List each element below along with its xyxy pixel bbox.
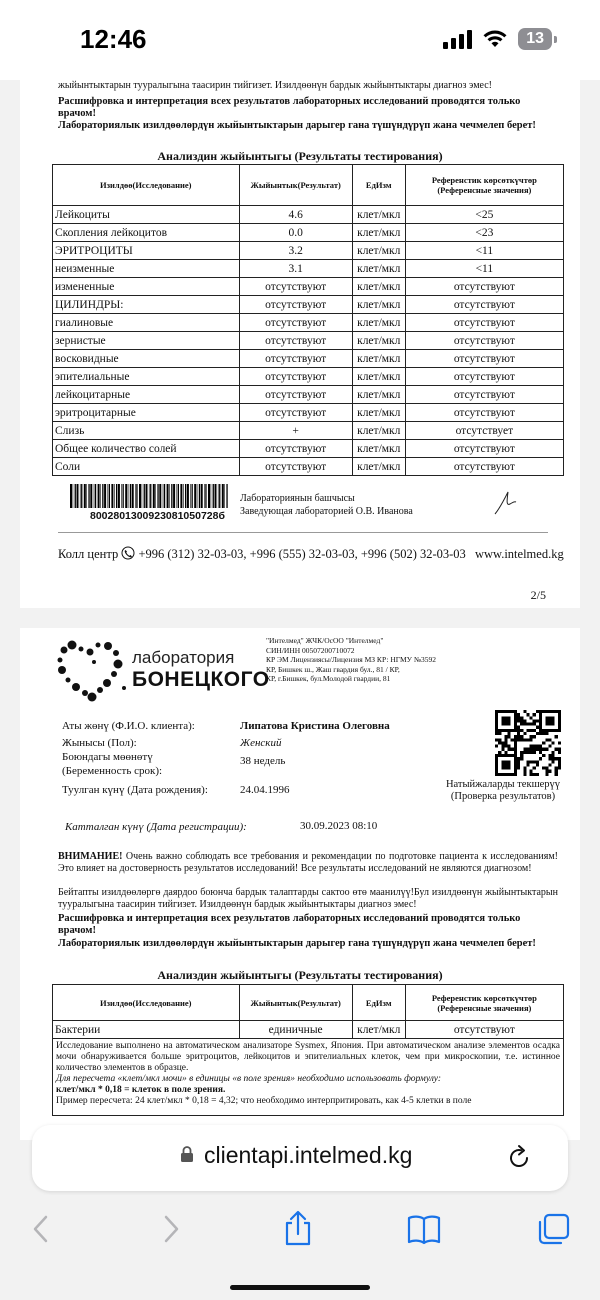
- cell-unit: клет/мкл: [352, 368, 405, 386]
- results-table: [52, 164, 564, 476]
- header-result: Жыйынтык(Результат): [239, 985, 352, 1021]
- company-info-line: "Интелмед" ЖЧК/ОсОО "Интелмед": [266, 636, 384, 645]
- table-row: [53, 296, 564, 314]
- cell-test: Лейкоциты: [53, 206, 240, 224]
- attention-text: Очень важно соблюдать все требования и рекомендации по подготовке пациента к исследованиям! Это влияет на достоверность результатов исследований! Все результаты исследований не являются диагнозом!: [58, 851, 558, 874]
- lab-head-ky: Лабораториянын башчысы: [240, 493, 355, 504]
- table-row: [53, 332, 564, 350]
- results-table-2: [52, 984, 564, 1116]
- website-link[interactable]: www.intelmed.kg: [474, 547, 564, 561]
- label-birth: Туулган күнү (Дата рождения):: [62, 784, 208, 796]
- cell-reference: отсутствуют: [405, 368, 563, 386]
- cell-unit: клет/мкл: [352, 440, 405, 458]
- patient-labels: [62, 720, 222, 798]
- table-row: [53, 206, 564, 224]
- header-reference: Референстик көрсөткүчтөр (Референсные значения): [405, 985, 563, 1021]
- cell-reference: <11: [405, 242, 563, 260]
- attention-block: [58, 851, 558, 874]
- cell-test: измененные: [53, 278, 240, 296]
- reg-value: 30.09.2023 08:10: [300, 820, 378, 832]
- header-unit: ЕдИзм: [352, 985, 405, 1021]
- table-row: [53, 458, 564, 476]
- cell-unit: клет/мкл: [352, 278, 405, 296]
- status-icons: [443, 28, 552, 50]
- call-center-label: Колл центр: [58, 547, 119, 561]
- patient-values: [240, 720, 390, 798]
- cell-test: восковидные: [53, 350, 240, 368]
- document-page-3: [20, 628, 580, 1140]
- cell-unit: клет/мкл: [352, 1021, 405, 1039]
- company-info-line: КР, Бишкек ш., Жаш гвардия бул., 81 / КР,: [266, 664, 400, 674]
- forward-icon[interactable]: [150, 1209, 190, 1249]
- top-line: жыйынтыктарын тууралыгына таасирин тийгизет. Изилдөөнүн бардык жыйынтыктары диагноз эмес!: [58, 80, 492, 91]
- value-birth: 24.04.1996: [240, 784, 290, 796]
- cell-result: +: [239, 422, 352, 440]
- qr-caption: Натыйжаларды текшерүү (Проверка результатов): [445, 779, 561, 802]
- label-pregnancy: Боюндагы мөөнөтү (Беременность срок):: [62, 751, 163, 777]
- lab-logo-text: [132, 648, 270, 692]
- cell-test: Бактерии: [53, 1021, 240, 1039]
- barcode-image: [70, 484, 230, 508]
- cell-unit: клет/мкл: [352, 260, 405, 278]
- logo-line1: лаборатория: [132, 648, 235, 667]
- cell-test: Общее количество солей: [53, 440, 240, 458]
- table-row: [53, 404, 564, 422]
- table-row: [53, 224, 564, 242]
- table-row: [53, 242, 564, 260]
- note-cell: [53, 1039, 564, 1116]
- cell-reference: отсутствует: [405, 422, 563, 440]
- company-info-line: КР, г.Бишкек, бул.Молодой гвардии, 81: [266, 674, 391, 683]
- attention-ky: Бейтапты изилдөөлөргө даярдоо боюнча бардык талаптарды сактоо өтө маанилүү!Бул изилдөөнүн жыйынтыктарын тууралыгына таасирин тийгизет. Изилдөөнүн бардык жыйынтыктары диагноз эмес!: [58, 887, 558, 910]
- cell-unit: клет/мкл: [352, 206, 405, 224]
- cell-unit: клет/мкл: [352, 386, 405, 404]
- wifi-icon: [482, 29, 508, 49]
- table-row: [53, 368, 564, 386]
- note-example: Пример пересчета: 24 клет/мкл * 0,18 = 4,32; что необходимо интерпритировать, как 4-5 клетки в поле: [56, 1096, 472, 1106]
- header-unit: ЕдИзм: [352, 165, 405, 206]
- table-note-row: [53, 1039, 564, 1116]
- reload-icon[interactable]: [507, 1143, 533, 1171]
- cell-unit: клет/мкл: [352, 404, 405, 422]
- table-row: [53, 260, 564, 278]
- divider: [58, 532, 548, 533]
- cell-test: ЭРИТРОЦИТЫ: [53, 242, 240, 260]
- back-icon[interactable]: [22, 1209, 62, 1249]
- cell-unit: клет/мкл: [352, 422, 405, 440]
- cell-unit: клет/мкл: [352, 332, 405, 350]
- phone-icon: [121, 546, 135, 560]
- reg-label: Катталган күнү (Дата регистрации):: [65, 821, 247, 833]
- signature-icon: [490, 488, 520, 518]
- cell-result: 0.0: [239, 224, 352, 242]
- cell-reference: <25: [405, 206, 563, 224]
- cell-reference: отсутствуют: [405, 350, 563, 368]
- tabs-icon[interactable]: [534, 1209, 574, 1249]
- cell-result: 3.1: [239, 260, 352, 278]
- label-sex: Жынысы (Пол):: [62, 737, 137, 749]
- company-info-line: КР ЭМ Лицензиясы/Лицензия МЗ КР: НГМУ №3592: [266, 655, 437, 664]
- call-center-phones: +996 (312) 32-03-03, +996 (555) 32-03-03, +996 (502) 32-03-03: [138, 547, 466, 561]
- table-row: [53, 440, 564, 458]
- cellular-signal-icon: [443, 29, 472, 49]
- call-center: [58, 546, 564, 562]
- cell-unit: клет/мкл: [352, 224, 405, 242]
- table-header-row: [53, 985, 564, 1021]
- cell-test: Соли: [53, 458, 240, 476]
- cell-test: гиалиновые: [53, 314, 240, 332]
- lab-head: [240, 492, 413, 518]
- note-conversion: Для пересчета «клет/мкл мочи» в единицы «в поле зрения» необходимо использовать формулу:: [56, 1074, 442, 1084]
- value-pregnancy: 38 недель: [240, 755, 286, 767]
- warning-ky: Лабораториялык изилдөөлөрдүн жыйынтыктарын дарыгер гана түшүндүрүп жана чечмелеп берет!: [58, 120, 536, 131]
- company-info: [266, 636, 436, 684]
- note-analyzer: Исследование выполнено на автоматическом анализаторе Sysmex, Япония. При автоматическом анализе элементов осадка мочи обнаруживается больше эритроцитов, лейкоцитов и эпителиальных клеток, чем при микроскопии, т.е. истинное количество элементов в образце.: [56, 1041, 560, 1073]
- cell-unit: клет/мкл: [352, 242, 405, 260]
- page-number: 2/5: [530, 588, 546, 602]
- cell-reference: отсутствуют: [405, 278, 563, 296]
- cell-result: отсутствуют: [239, 458, 352, 476]
- cell-reference: отсутствуют: [405, 296, 563, 314]
- cell-test: неизменные: [53, 260, 240, 278]
- bookmarks-icon[interactable]: [404, 1209, 444, 1249]
- status-time: 12:46: [80, 24, 147, 54]
- note-formula: клет/мкл * 0,18 = клеток в поле зрения.: [56, 1085, 226, 1095]
- table-row: [53, 386, 564, 404]
- cell-result: отсутствуют: [239, 350, 352, 368]
- results-title-2: Анализдин жыйынтыгы (Результаты тестирования): [157, 968, 443, 982]
- cell-result: отсутствуют: [239, 278, 352, 296]
- header-result: Жыйынтык(Результат): [239, 165, 352, 206]
- value-sex: Женский: [240, 737, 282, 749]
- cell-result: отсутствуют: [239, 368, 352, 386]
- lab-logo-icon: [54, 638, 130, 702]
- battery-icon: 13: [518, 28, 552, 50]
- table-header-row: [53, 165, 564, 206]
- cell-test: зернистые: [53, 332, 240, 350]
- barcode-number: 8002801300923081050728б: [90, 510, 225, 522]
- cell-reference: отсутствуют: [405, 458, 563, 476]
- url-text[interactable]: clientapi.intelmed.kg: [204, 1142, 413, 1168]
- share-icon[interactable]: [278, 1209, 318, 1249]
- lab-head-ru: Заведующая лабораторией О.В. Иванова: [240, 506, 413, 517]
- cell-unit: клет/мкл: [352, 350, 405, 368]
- cell-reference: отсутствуют: [405, 404, 563, 422]
- label-name: Аты жөнү (Ф.И.О. клиента):: [62, 720, 195, 732]
- cell-reference: <11: [405, 260, 563, 278]
- lock-icon: [180, 1145, 194, 1163]
- qr-code-icon[interactable]: [495, 710, 561, 776]
- cell-reference: отсутствуют: [405, 386, 563, 404]
- value-name: Липатова Кристина Олеговна: [240, 720, 390, 732]
- header-test: Изилдөө(Исследование): [53, 985, 240, 1021]
- cell-test: ЦИЛИНДРЫ:: [53, 296, 240, 314]
- cell-unit: клет/мкл: [352, 296, 405, 314]
- cell-result: отсутствуют: [239, 440, 352, 458]
- cell-result: 4.6: [239, 206, 352, 224]
- cell-test: лейкоцитарные: [53, 386, 240, 404]
- logo-line2: БОНЕЦКОГО: [132, 668, 270, 691]
- cell-result: отсутствуют: [239, 404, 352, 422]
- results-title: Анализдин жыйынтыгы (Результаты тестирования): [157, 149, 443, 163]
- cell-unit: клет/мкл: [352, 458, 405, 476]
- cell-result: отсутствуют: [239, 314, 352, 332]
- cell-test: эритроцитарные: [53, 404, 240, 422]
- home-indicator: [230, 1285, 370, 1290]
- cell-reference: отсутствуют: [405, 314, 563, 332]
- document-page-2: [20, 80, 580, 608]
- warning-ru-2: Расшифровка и интерпретация всех результатов лабораторных исследований проводятся только врачом!: [58, 913, 521, 936]
- warning-ky-2: Лабораториялык изилдөөлөрдүн жыйынтыктарын дарыгер гана түшүндүрүп жана чечмелеп берет!: [58, 938, 536, 949]
- cell-reference: отсутствуют: [405, 332, 563, 350]
- table-row: [53, 278, 564, 296]
- cell-unit: клет/мкл: [352, 314, 405, 332]
- attention-label: ВНИМАНИЕ!: [58, 851, 123, 862]
- company-info-line: СИН/ИНН 00507200710072: [266, 645, 355, 655]
- cell-test: эпителиальные: [53, 368, 240, 386]
- address-bar[interactable]: [32, 1125, 568, 1191]
- table-row: [53, 422, 564, 440]
- cell-test: Скопления лейкоцитов: [53, 224, 240, 242]
- table-row: [53, 314, 564, 332]
- cell-reference: отсутствуют: [405, 440, 563, 458]
- table-row: [53, 1021, 564, 1039]
- header-test: Изилдөө(Исследование): [53, 165, 240, 206]
- table-row: [53, 350, 564, 368]
- warning-ru: Расшифровка и интерпретация всех результатов лабораторных исследований проводятся только врачом!: [58, 96, 521, 119]
- cell-result: 3.2: [239, 242, 352, 260]
- cell-result: отсутствуют: [239, 296, 352, 314]
- cell-result: отсутствуют: [239, 332, 352, 350]
- header-reference: Референстик көрсөткүчтөр (Референсные значения): [405, 165, 563, 206]
- cell-result: единичные: [239, 1021, 352, 1039]
- cell-result: отсутствуют: [239, 386, 352, 404]
- status-bar: [0, 0, 600, 80]
- cell-test: Слизь: [53, 422, 240, 440]
- cell-reference: отсутствуют: [405, 1021, 563, 1039]
- cell-reference: <23: [405, 224, 563, 242]
